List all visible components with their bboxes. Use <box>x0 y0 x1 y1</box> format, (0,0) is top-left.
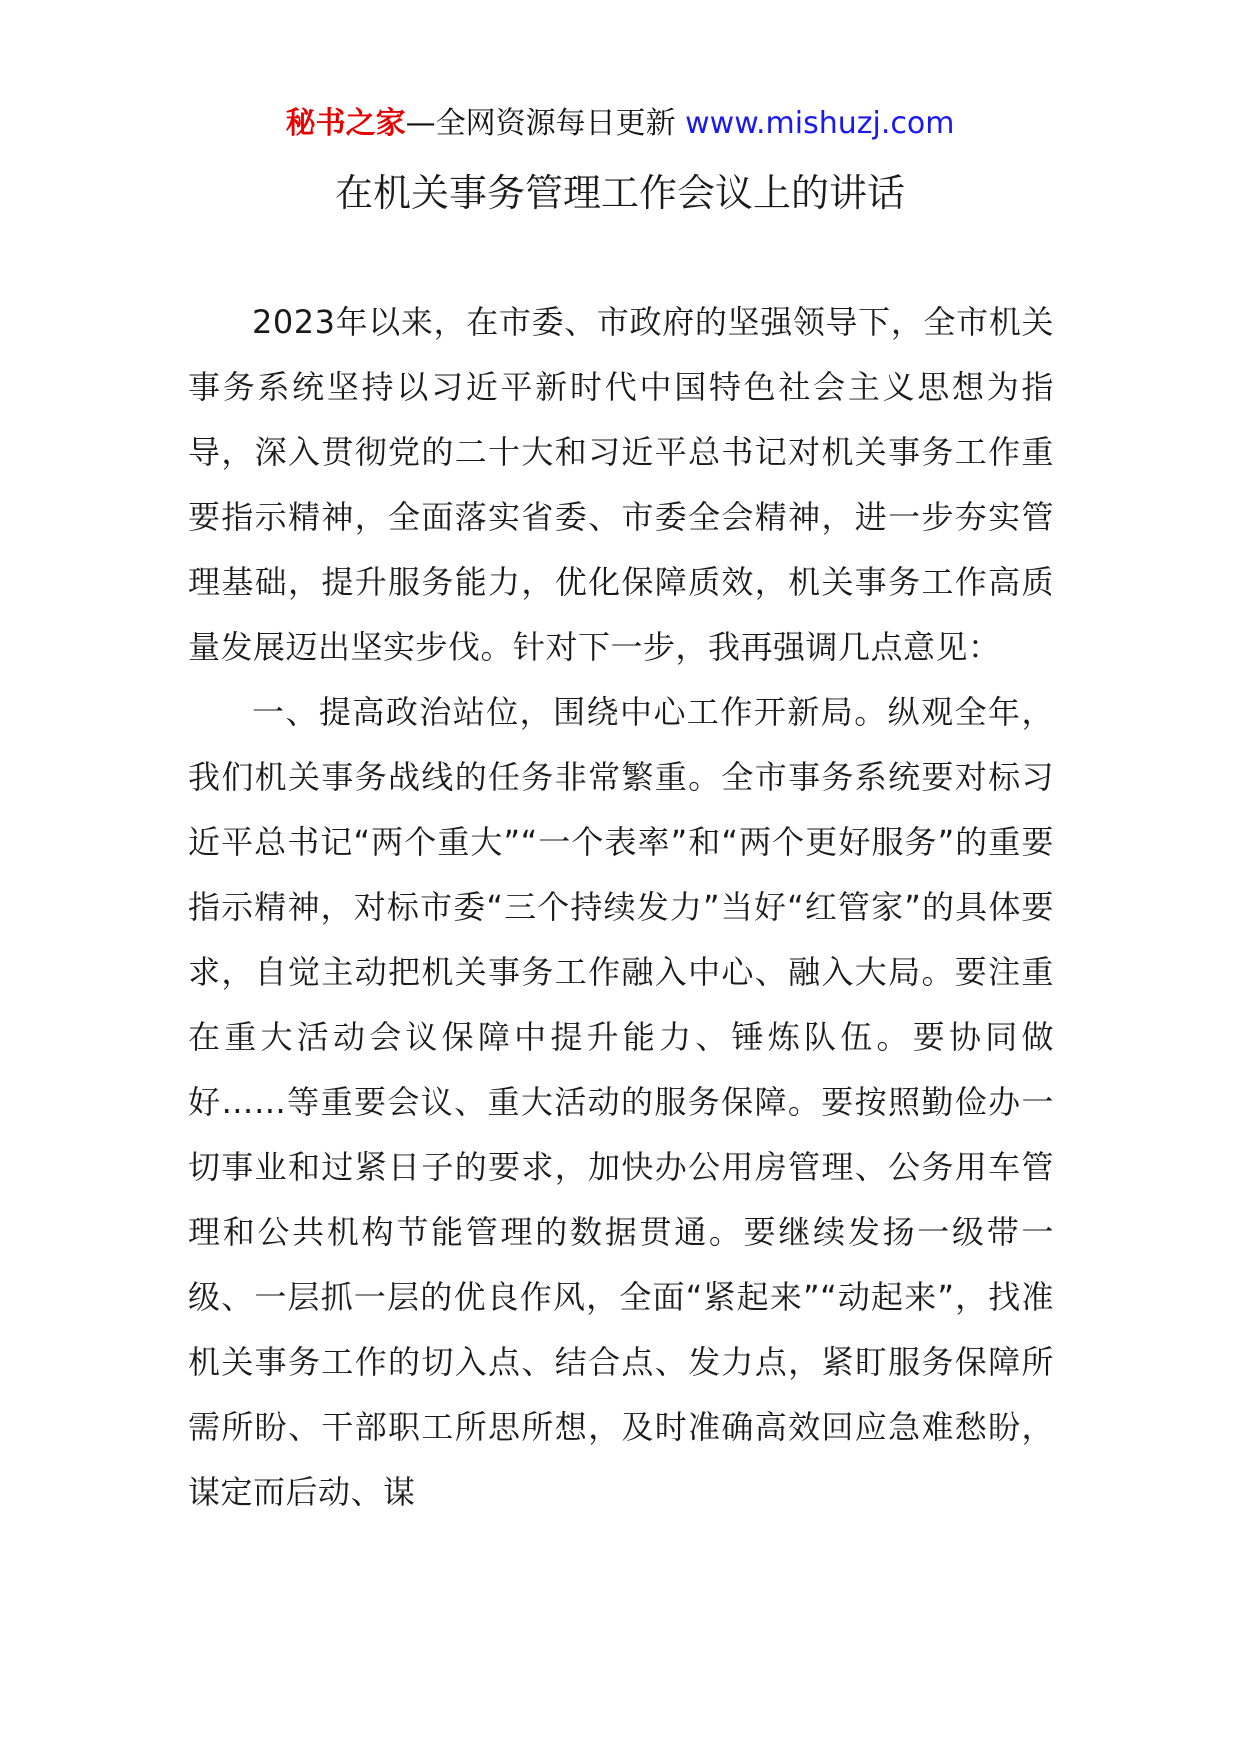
site-header <box>0 104 1240 144</box>
brand-name: 秘书之家 <box>285 106 406 141</box>
document-body <box>188 290 1054 1525</box>
paragraph-section-one: 一、提高政治站位，围绕中心工作开新局。纵观全年，我们机关事务战线的任务非常繁重。全市事务系统要对标习近平总书记“两个重大”“一个表率”和“两个更好服务”的重要指示精神，对标市委“三个持续发力”当好“红管家”的具体要求，自觉主动把机关事务工作融入中心、融入大局。要注重在重大活动会议保障中提升能力、锤炼队伍。要协同做好……等重要会议、重大活动的服务保障。要按照勤俭办一切事业和过紧日子的要求，加快办公用房管理、公务用车管理和公共机构节能管理的数据贯通。要继续发扬一级带一级、一层抓一层的优良作风，全面“紧起来”“动起来”，找准机关事务工作的切入点、结合点、发力点，紧盯服务保障所需所盼、干部职工所思所想，及时准确高效回应急难愁盼，谋定而后动、谋 <box>188 693 1054 1511</box>
site-url-link[interactable]: www.mishuzj.com <box>685 106 955 141</box>
paragraph-intro: 2023年以来，在市委、市政府的坚强领导下，全市机关事务系统坚持以习近平新时代中国特色社会主义思想为指导，深入贯彻党的二十大和习近平总书记对机关事务工作重要指示精神，全面落实省委、市委全会精神，进一步夯实管理基础，提升服务能力，优化保障质效，机关事务工作高质量发展迈出坚实步伐。针对下一步，我再强调几点意见： <box>188 303 1054 666</box>
document-title: 在机关事务管理工作会议上的讲话 <box>334 171 905 215</box>
header-tagline: —全网资源每日更新 <box>405 106 676 141</box>
